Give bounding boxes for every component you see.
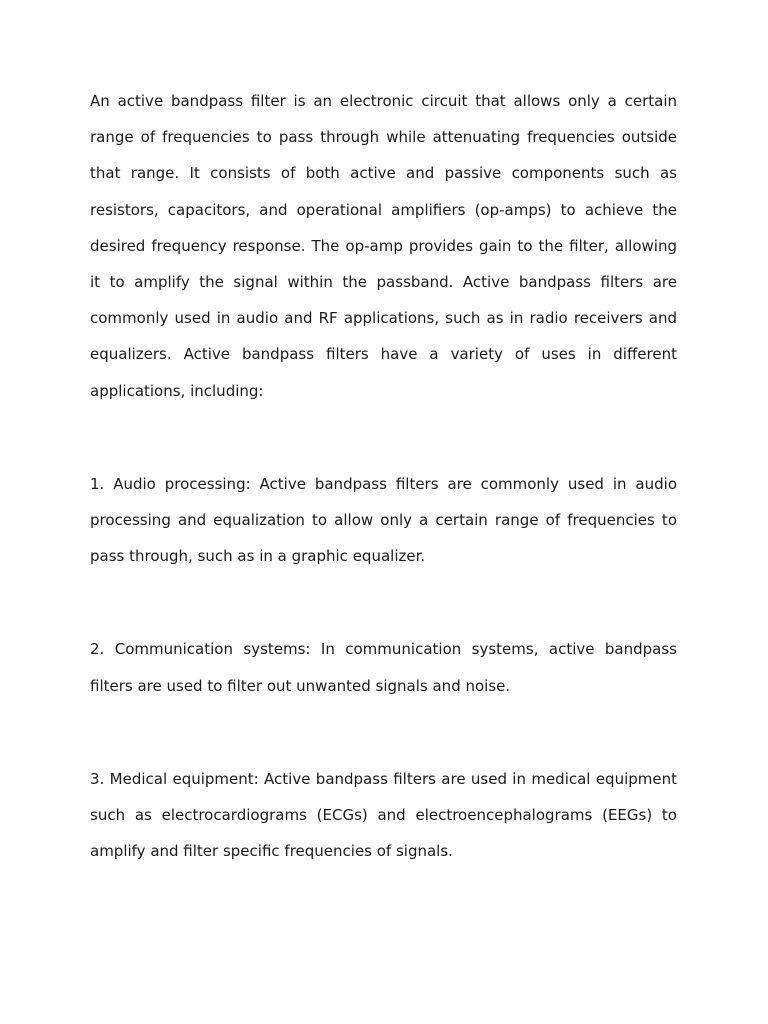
paragraph-spacer xyxy=(90,409,677,466)
list-item-medical-equipment: 3. Medical equipment: Active bandpass filters are used in medical equipment such as electrocardiograms (ECGs) and electroencephalograms (EEGs) to amplify and filter specific frequencies of signals. xyxy=(90,769,677,861)
list-item-communication-systems: 2. Communication systems: In communication systems, active bandpass filters are used to filter out unwanted signals and noise. xyxy=(90,640,677,695)
paragraph-spacer xyxy=(90,704,677,761)
paragraph-spacer xyxy=(90,574,677,631)
intro-paragraph: An active bandpass filter is an electronic circuit that allows only a certain range of frequencies to pass through while attenuating frequencies outside that range. It consists of both active and passive components such as resistors, capacitors, and operational amplifiers (op-amps) to achieve the desired frequency response. The op-amp provides gain to the filter, allowing it to amplify the signal within the passband. Active bandpass filters are commonly used in audio and RF applications, such as in radio receivers and equalizers. Active bandpass filters have a variety of uses in different applications, including: xyxy=(90,92,677,400)
list-item-audio-processing: 1. Audio processing: Active bandpass filters are commonly used in audio processing and equalization to allow only a certain range of frequencies to pass through, such as in a graphic equalizer. xyxy=(90,474,677,566)
document-page xyxy=(90,83,677,869)
